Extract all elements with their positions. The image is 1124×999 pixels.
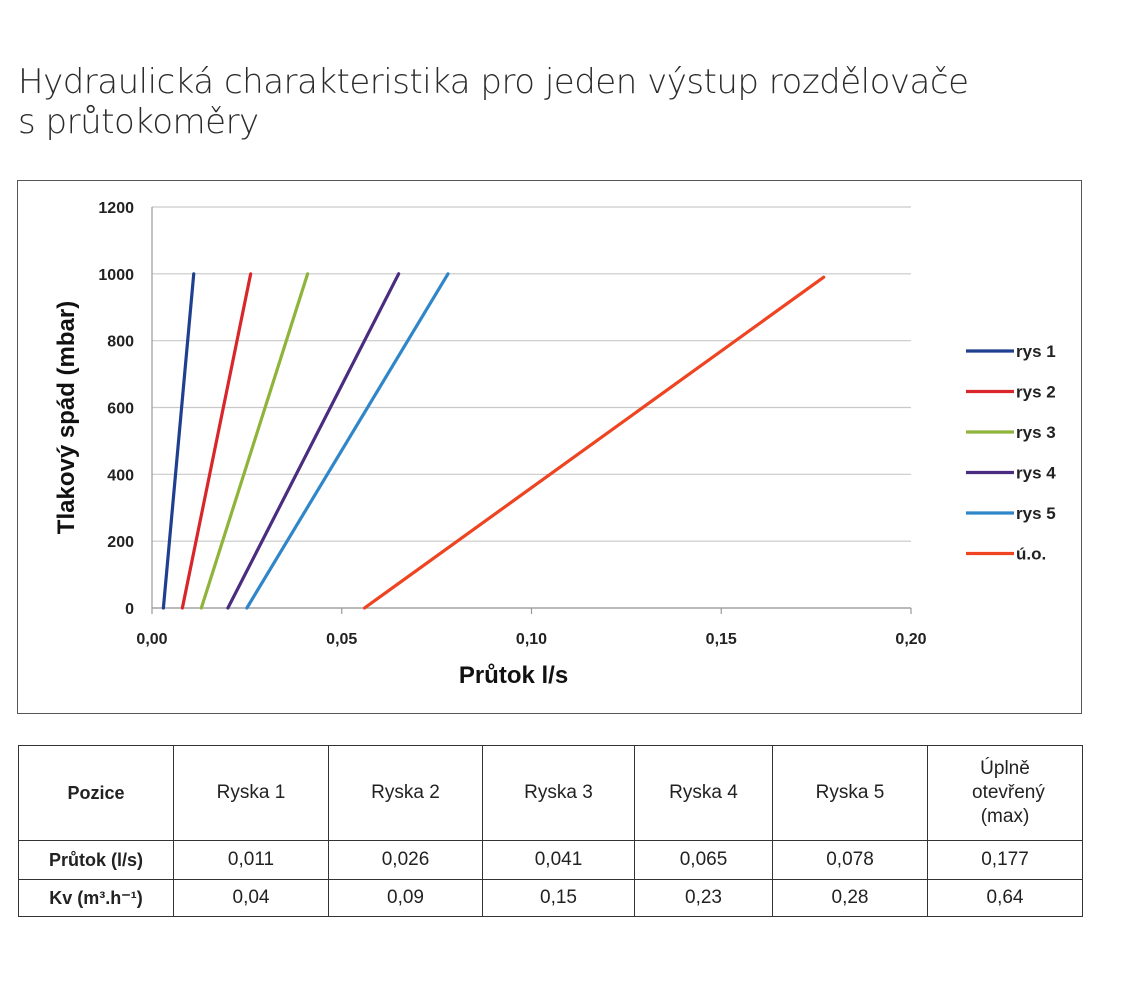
legend-label-5: rys 5 — [1016, 504, 1056, 523]
table-cell: 0,026 — [329, 841, 483, 880]
y-tick-label: 200 — [107, 534, 134, 552]
table-header-cell: Ryska 2 — [329, 746, 483, 841]
table-cell: 0,23 — [635, 880, 773, 917]
data-table — [18, 745, 1083, 917]
y-tick-label: 400 — [107, 467, 134, 485]
chart-grid — [152, 207, 911, 614]
table-row-label: Průtok (l/s) — [19, 841, 174, 880]
x-tick-label: 0,10 — [515, 631, 548, 648]
table-cell: 0,09 — [329, 880, 483, 917]
y-axis-label: Tlakový spád (mbar) — [53, 300, 80, 535]
y-tick-label: 0 — [125, 601, 134, 618]
table-row — [19, 841, 1083, 880]
table-header-cell: Ryska 5 — [773, 746, 928, 841]
y-tick-label: 1000 — [98, 266, 134, 284]
table-cell: 0,15 — [483, 880, 635, 917]
table-cell: 0,065 — [635, 841, 773, 880]
x-tick-label: 0,00 — [136, 631, 168, 648]
x-axis-label: Průtok l/s — [458, 662, 569, 689]
hydraulic-chart — [18, 181, 1081, 713]
table-cell: 0,04 — [174, 880, 329, 917]
legend-label-2: rys 2 — [1016, 382, 1056, 402]
legend-label-6: ú.o. — [1016, 544, 1047, 564]
series-line-6 — [365, 277, 824, 608]
x-tick-label: 0,15 — [705, 631, 737, 648]
page-title — [18, 62, 1108, 142]
x-tick-label: 0,05 — [326, 631, 358, 648]
table-header-row — [19, 746, 1083, 841]
table-row-label: Kv (m³.h⁻¹) — [19, 880, 174, 917]
table-cell: 0,011 — [174, 841, 329, 880]
table-row — [19, 880, 1083, 917]
table-cell: 0,078 — [773, 841, 928, 880]
y-tick-label: 600 — [107, 400, 134, 418]
table-cell: 0,177 — [928, 841, 1083, 880]
x-tick-label: 0,20 — [895, 631, 927, 648]
legend-label-4: rys 4 — [1016, 463, 1056, 483]
chart-legend — [966, 342, 1056, 564]
table-cell: 0,041 — [483, 841, 635, 880]
y-tick-label: 800 — [107, 333, 134, 351]
title-line-2: s průtokoměry — [18, 102, 259, 142]
series-line-5 — [247, 274, 448, 608]
series-line-1 — [163, 274, 193, 608]
y-tick-label: 1200 — [98, 200, 134, 217]
table-cell: 0,28 — [773, 880, 928, 917]
table-header-cell: Ryska 3 — [483, 746, 635, 841]
legend-label-1: rys 1 — [1016, 342, 1056, 361]
y-tick-labels — [98, 200, 134, 618]
x-tick-labels — [136, 631, 926, 648]
table-cell: 0,64 — [928, 880, 1083, 917]
legend-label-3: rys 3 — [1016, 423, 1056, 442]
title-line-1: Hydraulická charakteristika pro jeden výstup rozdělovače — [18, 62, 969, 102]
series-lines — [163, 274, 823, 608]
chart-frame — [17, 180, 1082, 714]
table-header-cell: Pozice — [19, 746, 174, 841]
table-header-cell: Úplně otevřený (max) — [928, 746, 1083, 841]
table-header-cell: Ryska 1 — [174, 746, 329, 841]
table-header-cell: Ryska 4 — [635, 746, 773, 841]
